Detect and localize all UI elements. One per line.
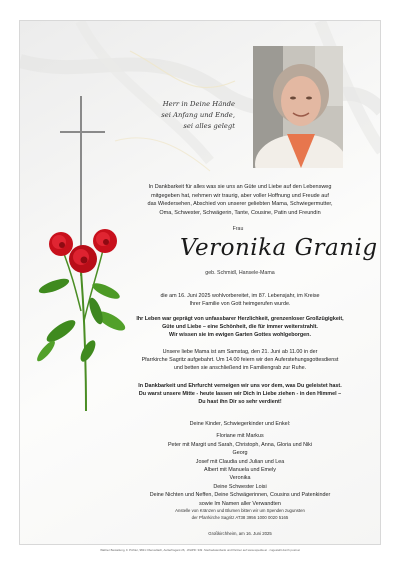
thanks-text (98, 383, 381, 406)
service-line: Unsere liebe Mama ist am Samstag, den 21. Juni ab 11.00 in der (162, 349, 318, 355)
salutation: Frau (232, 226, 244, 232)
thanks-line: Du warst unsere Mitte - heute lassen wir Dich in Liebe ziehen - in den Himmel – (138, 390, 342, 397)
life-line: Wir wissen sie im ewigen Garten Gottes wohlgeborgen. (169, 331, 311, 338)
family-list (98, 420, 381, 508)
death-line: Ihrer Familie von Gott heimgerufen wurde. (189, 300, 291, 307)
donation-line: Anstelle von Kränzen und Blumen bitten wir um Spenden zugunsten (175, 508, 305, 513)
deceased-name: Veronika Granig (180, 235, 378, 261)
intro-line: Oma, Schwester, Schwägerin, Tante, Cousine, Patin und Freundin (159, 209, 321, 216)
place-date: Großkirchheim, am 16. Juni 2025 (208, 531, 272, 536)
donation-text (98, 508, 381, 521)
service-line: und betten sie anschließend im Familiengrab zur Ruhe. (173, 364, 307, 371)
family-line: Albert mit Manuela und Emely (204, 467, 276, 474)
thanks-line: Du hast ihn Dir so sehr verdient! (198, 398, 282, 405)
donation-line: der Pfarrkirche Sagritz AT38 3956 1000 0020 5165 (191, 514, 289, 520)
thanks-line: In Dankbarkeit und Ehrfurcht verneigen wir uns vor dem, was Du geleistet hast. (138, 383, 342, 389)
family-line: Josef mit Claudia und Julian und Lea (195, 458, 285, 465)
life-line: Güte und Liebe – eine Schönheit, die für immer weiterstrahlt. (162, 323, 318, 330)
intro-line: In Dankbarkeit für alles was sie uns an Güte und Liebe auf den Lebensweg (148, 184, 332, 190)
parte-card (19, 20, 381, 545)
family-line: Deine Schwester Loisi (213, 483, 267, 490)
life-text (98, 316, 381, 339)
family-line: Peter mit Margit und Sarah, Christoph, Anna, Gloria und Niki (167, 441, 313, 448)
service-text (98, 349, 381, 372)
footer-credits: Wallner Bestattung, F. Pichler, 9821 Obervellach, Außerfragant 26, ·WHPD: 349 ·Sterbedatenbank und Partner auf www.wpedia.at · zugestellt durch posti.at (100, 548, 300, 552)
portrait-photo (253, 46, 343, 168)
intro-line: das Wiedersehen, Abschied von unserer geliebten Mama, Schwiegermutter, (147, 201, 333, 207)
poem-line: sei Anfang und Ende, (161, 111, 235, 119)
family-heading: Deine Kinder, Schwiegerkinder und Enkel: (189, 421, 291, 427)
poem-line: Herr in Deine Hände (162, 100, 235, 108)
birth-name: geb. Schmidl, Hansele-Mama (205, 270, 275, 276)
family-line: sowie Im Namen aller Verwandten (199, 500, 281, 507)
life-line: Ihr Leben war geprägt von unfassbarer Herzlichkeit, grenzenloser Großzügigkeit, (136, 316, 344, 322)
death-text (98, 293, 381, 309)
poem-line: sei alles gelegt (183, 122, 235, 130)
family-line: Deine Nichten und Neffen, Deine Schwägerinnen, Cousins und Patenkinder (149, 492, 331, 499)
family-line: Floriane mit Markus (216, 433, 264, 440)
intro-line: mitgegeben hat, nehmen wir traurig, aber voller Hoffnung und Freude auf (151, 192, 329, 199)
roses-icon (26, 211, 136, 411)
family-line: Georg (232, 450, 248, 457)
poem (105, 99, 235, 132)
intro-text (98, 183, 381, 217)
service-line: Pfarrkirche Sagritz aufgebahrt. Um 14.00 feiern wir den Auferstehungsgottesdienst (141, 356, 339, 363)
death-line: die am 16. Juni 2025 wohlvorbereitet, im 87. Lebensjahr, im Kreise (160, 293, 320, 299)
family-line: Veronika (229, 475, 251, 482)
